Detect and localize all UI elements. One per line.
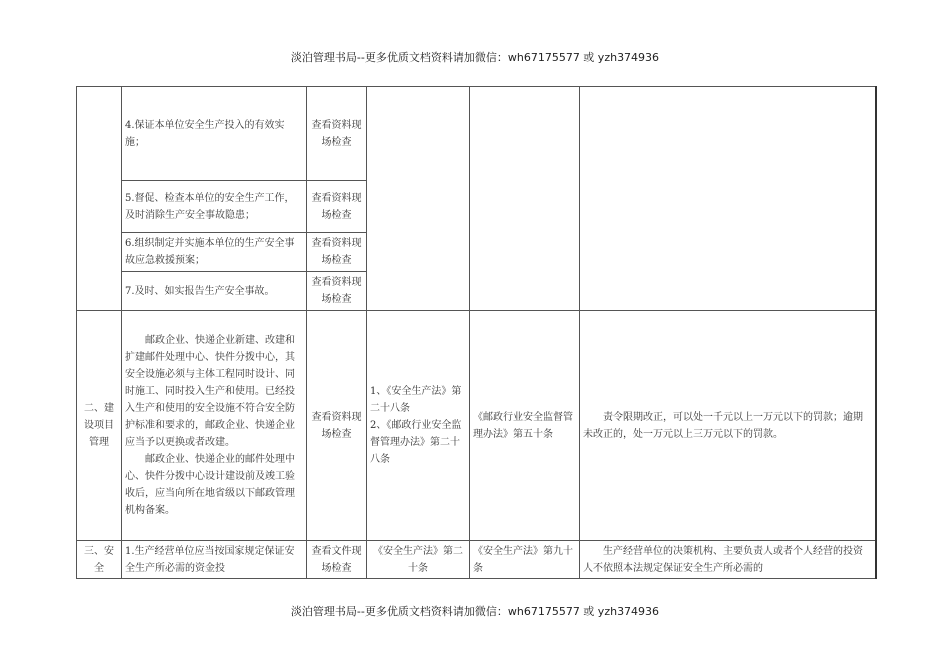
basis-cell: [367, 311, 470, 541]
section-label: [77, 541, 122, 579]
basis-line: 2、《邮政行业安全监督管理办法》第二十八条: [370, 420, 462, 465]
item-cell: 4.保证本单位安全生产投入的有效实施；: [122, 87, 307, 181]
item-cell: 5.督促、检查本单位的安全生产工作，及时消除生产安全事故隐患；: [122, 181, 307, 233]
section-label: [77, 87, 122, 311]
penalty-basis-cell: [470, 541, 580, 579]
penalty-cell: [580, 541, 876, 579]
penalty-text: 生产经营单位的决策机构、主要负责人或者个人经营的投资人不依照本法规定保证安全生产所必需的: [583, 546, 863, 574]
basis-cell: [367, 541, 470, 579]
basis-text: 《安全生产法》第二十条: [373, 546, 463, 574]
penalty-basis-cell: 《邮政行业安全监督管理办法》第五十条: [470, 311, 580, 541]
method-cell: 查看资料现场检查: [307, 87, 367, 181]
inspection-table: [76, 86, 877, 579]
method-cell: 查看资料现场检查: [307, 311, 367, 541]
item-paragraph: 邮政企业、快递企业新建、改建和扩建邮件处理中心、快件分拨中心，其安全设施必须与主体工程同时设计、同时施工、同时投入生产和使用。已经投入生产和使用的安全设施不符合安全防护标准和要求的，邮政企业、快递企业应当予以更换或者改建。: [125, 335, 295, 448]
method-cell: 查看资料现场检查: [307, 181, 367, 233]
item-cell: [122, 311, 307, 541]
page-footer: 淡泊管理书局--更多优质文档资料请加微信：wh67175577 或 yzh374936: [290, 605, 660, 618]
penalty-basis-text: 《安全生产法》第九十条: [473, 546, 573, 574]
penalty-cell: [580, 87, 876, 311]
basis-cell: [367, 87, 470, 311]
item-cell: 6.组织制定并实施本单位的生产安全事故应急救援预案；: [122, 233, 307, 272]
penalty-basis-cell: [470, 87, 580, 311]
section-label-text: 三、安全: [84, 546, 114, 574]
method-cell: [307, 541, 367, 579]
method-text: 查看文件现场检查: [311, 546, 362, 574]
item-paragraph: 邮政企业、快递企业的邮件处理中心、快件分拨中心设计建设前及竣工验收后，应当向所在地省级以下邮政管理机构备案。: [125, 454, 295, 516]
penalty-cell: 责令限期改正，可以处一千元以上一万元以下的罚款；逾期未改正的，处一万元以上三万元以下的罚款。: [580, 311, 876, 541]
item-text: 1.生产经营单位应当按国家规定保证安全生产所必需的资金投: [125, 546, 295, 574]
method-cell: 查看资料现场检查: [307, 233, 367, 272]
basis-line: 1、《安全生产法》第二十八条: [370, 386, 462, 414]
item-cell: [122, 541, 307, 579]
item-cell: 7.及时、如实报告生产安全事故。: [122, 272, 307, 311]
page-header: 淡泊管理书局--更多优质文档资料请加微信：wh67175577 或 yzh374936: [290, 51, 660, 64]
section-label: 二、建设项目管理: [77, 311, 122, 541]
method-cell: 查看资料现场检查: [307, 272, 367, 311]
